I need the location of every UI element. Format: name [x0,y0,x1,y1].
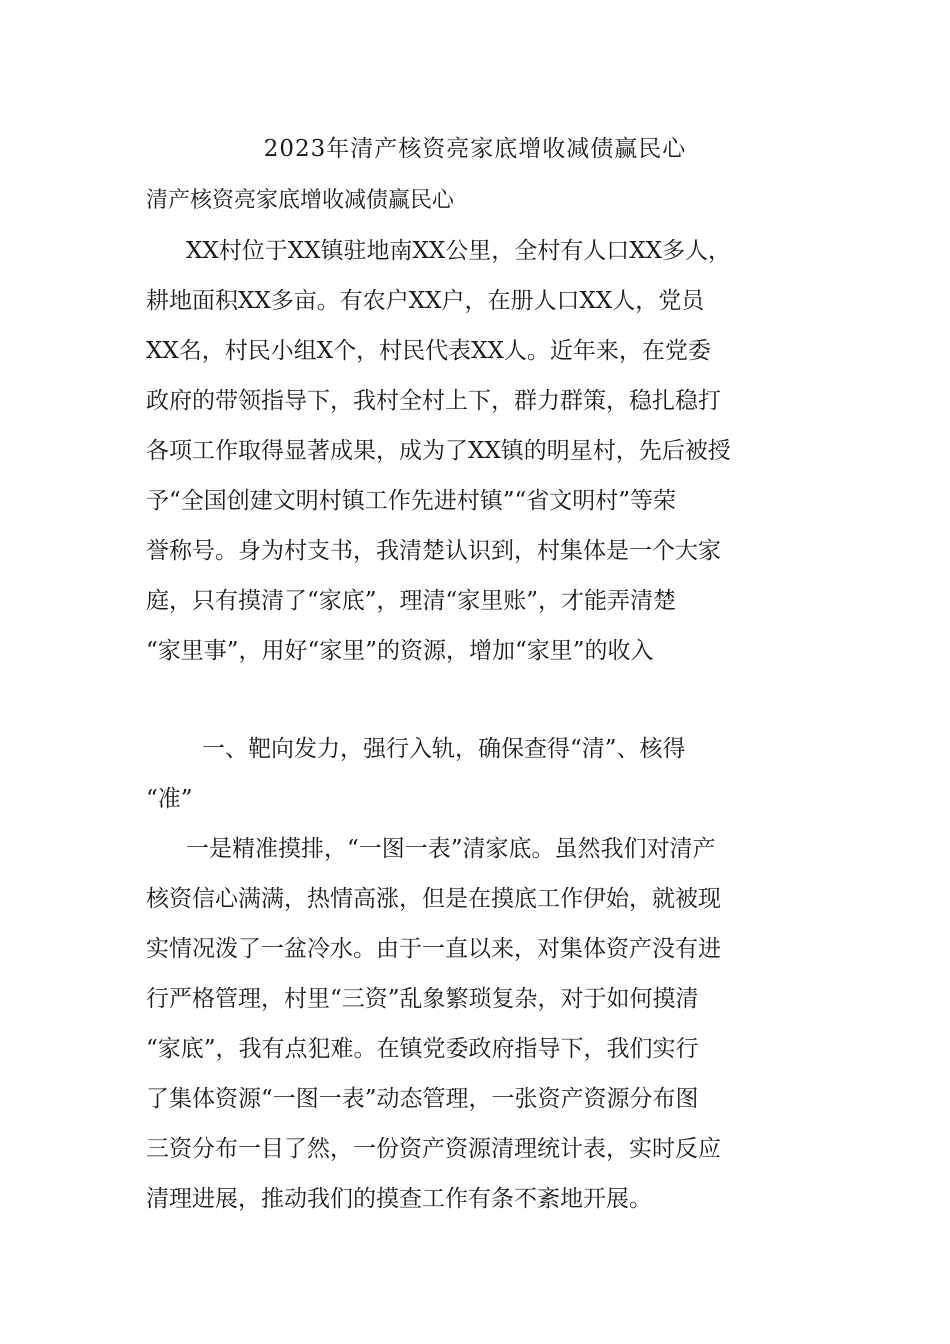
paragraph-line: 誉称号。身为村支书，我清楚认识到，村集体是一个大家 [146,538,721,564]
paragraph-line: 各项工作取得显著成果，成为了XX镇的明星村，先后被授 [146,438,731,464]
document-title: 2023年清产核资亮家底增收减债赢民心 [263,136,687,162]
paragraph-line: XX村位于XX镇驻地南XX公里，全村有人口XX多人， [186,238,731,264]
paragraph-line: 一是精准摸排，“一图一表”清家底。虽然我们对清产 [186,836,716,862]
section-heading-continued: “准” [146,786,193,812]
paragraph-line: 实情况泼了一盆冷水。由于一直以来，对集体资产没有进 [146,936,721,962]
paragraph-line: XX名，村民小组X个，村民代表XX人。近年来，在党委 [146,338,711,364]
paragraph-line: 庭，只有摸清了“家底”，理清“家里账”，才能弄清楚 [146,588,677,614]
paragraph-line: 了集体资源“一图一表”动态管理，一张资产资源分布图 [146,1086,699,1112]
paragraph-line: “家里事”，用好“家里”的资源，增加“家里”的收入 [146,638,654,664]
paragraph-line: 三资分布一目了然，一份资产资源清理统计表，实时反应 [146,1136,721,1162]
paragraph-line: 清理进展，推动我们的摸查工作有条不紊地开展。 [146,1186,652,1212]
paragraph-line: 行严格管理，村里“三资”乱象繁琐复杂，对于如何摸清 [146,986,699,1012]
paragraph-line: 核资信心满满，热情高涨，但是在摸底工作伊始，就被现 [146,886,721,912]
paragraph-line: 政府的带领指导下，我村全村上下，群力群策，稳扎稳打 [146,388,721,414]
section-heading: 一、靶向发力，强行入轨，确保查得“清”、核得 [202,736,686,762]
paragraph-line: 耕地面积XX多亩。有农户XX户，在册人口XX人，党员 [146,288,705,314]
paragraph-line: 予“全国创建文明村镇工作先进村镇”“省文明村”等荣 [146,488,677,514]
paragraph-line: “家底”，我有点犯难。在镇党委政府指导下，我们实行 [146,1036,699,1062]
document-subtitle: 清产核资亮家底增收减债赢民心 [146,188,455,213]
